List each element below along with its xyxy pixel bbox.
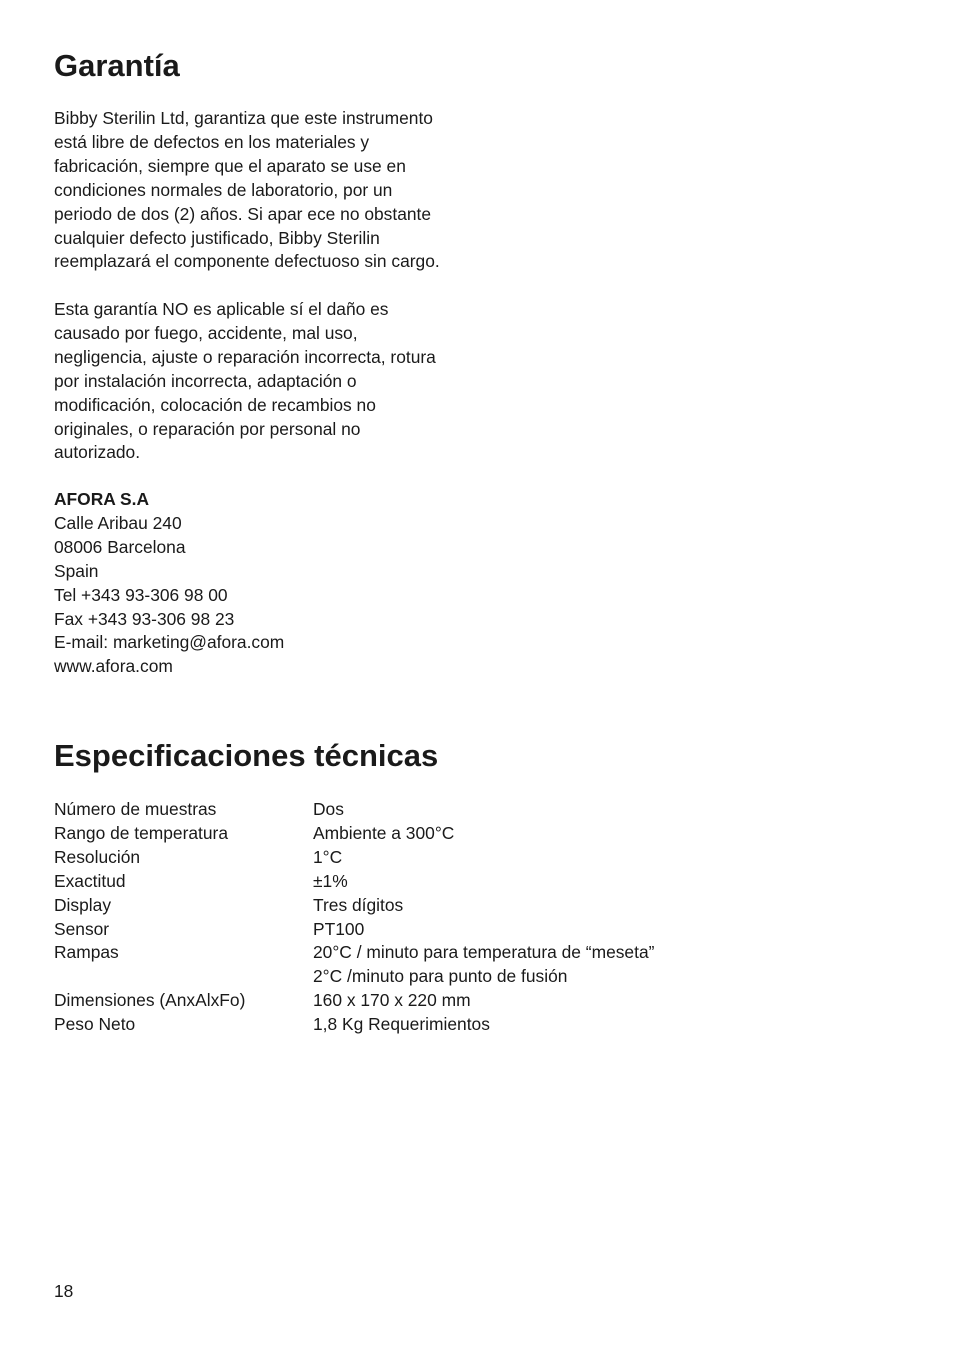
spec-row xyxy=(54,846,654,870)
spec-value: Dos xyxy=(313,799,344,819)
spec-label: Número de muestras xyxy=(54,799,217,819)
spec-row xyxy=(54,941,654,965)
text-line: Bibby Sterilin Ltd, garantiza que este instrumento xyxy=(54,108,433,128)
spec-label: Sensor xyxy=(54,918,110,939)
text-line: cualquier defecto justificado, Bibby Sterilin xyxy=(54,227,380,248)
spec-row xyxy=(54,870,654,894)
warranty-title: Garantía xyxy=(54,48,180,83)
spec-label: Dimensiones (AnxAlxFo) xyxy=(54,990,246,1011)
text-line: periodo de dos (2) años. Si apar ece no obstante xyxy=(54,203,432,224)
text-line: modificación, colocación de recambios no xyxy=(54,394,376,415)
contact-address-block xyxy=(54,488,484,679)
spec-label: Resolución xyxy=(54,846,141,867)
text-line: Esta garantía NO es aplicable sí el daño es xyxy=(54,299,389,319)
text-line: autorizado. xyxy=(54,442,141,463)
spec-label: Exactitud xyxy=(54,870,126,891)
spec-value: 160 x 170 x 220 mm xyxy=(313,990,471,1011)
spec-label: Rampas xyxy=(54,942,119,963)
text-line: originales, o reparación por personal no xyxy=(54,418,361,439)
spec-value: 1,8 Kg Requerimientos xyxy=(313,1014,490,1035)
specs-title: Especificaciones técnicas xyxy=(54,738,439,773)
text-line: condiciones normales de laboratorio, por un xyxy=(54,179,393,200)
spec-value: PT100 xyxy=(313,918,365,939)
phone-number: Tel +343 93-306 98 00 xyxy=(54,584,228,605)
street-address: Calle Aribau 240 xyxy=(54,512,182,533)
spec-value: 2°C /minuto para punto de fusión xyxy=(313,966,568,987)
email-address: E-mail: marketing@afora.com xyxy=(54,632,285,653)
warranty-paragraph-2 xyxy=(54,298,484,465)
spec-row xyxy=(54,918,654,942)
postal-city: 08006 Barcelona xyxy=(54,536,186,557)
text-line: reemplazará el componente defectuoso sin cargo. xyxy=(54,251,440,272)
fax-number: Fax +343 93-306 98 23 xyxy=(54,608,235,629)
spec-row xyxy=(54,798,654,822)
spec-row xyxy=(54,894,654,918)
spec-row xyxy=(54,822,654,846)
spec-label xyxy=(54,965,313,989)
spec-label: Rango de temperatura xyxy=(54,822,229,843)
spec-label: Display xyxy=(54,894,112,915)
text-line: causado por fuego, accidente, mal uso, xyxy=(54,322,358,343)
spec-row xyxy=(54,1013,654,1037)
spec-row xyxy=(54,965,654,989)
spec-value: 20°C / minuto para temperatura de “meseta” xyxy=(313,942,655,963)
company-name: AFORA S.A xyxy=(54,489,150,509)
text-line: por instalación incorrecta, adaptación o xyxy=(54,370,357,391)
page-number: 18 xyxy=(54,1281,74,1301)
text-line: fabricación, siempre que el aparato se use en xyxy=(54,155,406,176)
spec-row xyxy=(54,989,654,1013)
warranty-paragraph-1 xyxy=(54,107,484,274)
website-url: www.afora.com xyxy=(54,656,173,677)
spec-value: Ambiente a 300°C xyxy=(313,822,455,843)
spec-value: ±1% xyxy=(313,870,348,891)
text-line: está libre de defectos en los materiales y xyxy=(54,131,370,152)
spec-value: Tres dígitos xyxy=(313,894,404,915)
country: Spain xyxy=(54,560,99,581)
specs-table xyxy=(54,798,654,1037)
spec-value: 1°C xyxy=(313,846,343,867)
text-line: negligencia, ajuste o reparación incorrecta, rotura xyxy=(54,346,436,367)
spec-label: Peso Neto xyxy=(54,1014,136,1035)
